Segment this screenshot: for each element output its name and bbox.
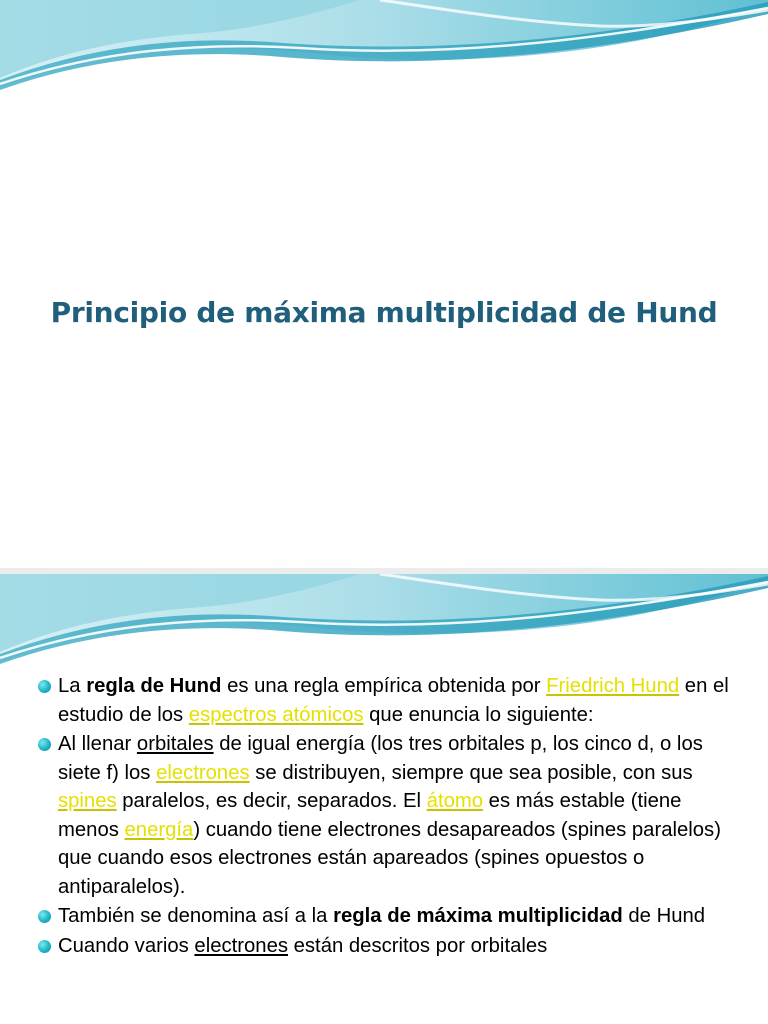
underlined-term: orbitales: [136, 733, 214, 755]
bullet-dot-icon: [38, 738, 51, 751]
slide-title: Principio de máxima multiplicidad de Hund: [50, 296, 718, 329]
list-item: Cuando varios electrones están descritos por orbitales: [36, 932, 736, 961]
link-friedrich-hund[interactable]: Friedrich Hund: [546, 675, 680, 697]
bullet-dot-icon: [38, 940, 51, 953]
list-item: También se denomina así a la regla de máxima multiplicidad de Hund: [36, 902, 736, 931]
link-atomo[interactable]: átomo: [426, 790, 484, 812]
bold-term: regla de máxima multiplicidad: [333, 905, 623, 927]
content-slide: [0, 574, 768, 1024]
wave-header-decoration: [0, 0, 768, 95]
wave-header-decoration: [0, 574, 768, 669]
link-electrones[interactable]: electrones: [156, 761, 250, 784]
link-espectros-atomicos[interactable]: espectros atómicos: [188, 703, 364, 726]
list-item: Al llenar orbitales de igual energía (los tres orbitales p, los cinco d, o los siete f) los electrones se distribuyen, siempre que sea posible, con sus spines paralelos, es decir, separados. El átomo es más estable (tiene menos energía) cuando tiene electrones desapareados (spines paralelos) que cuando esos electrones están apareados (spines opuestos o antiparalelos).: [36, 730, 736, 901]
bold-term: regla de Hund: [86, 675, 222, 697]
underlined-term: electrones: [194, 934, 288, 957]
link-energia[interactable]: energía: [124, 818, 194, 841]
link-spines[interactable]: spines: [58, 790, 117, 812]
bullet-dot-icon: [38, 680, 51, 693]
bullet-dot-icon: [38, 910, 51, 923]
list-item: La regla de Hund es una regla empírica obtenida por Friedrich Hund en el estudio de los espectros atómicos que enuncia lo siguiente:: [36, 672, 736, 729]
bullet-list: [36, 672, 736, 961]
